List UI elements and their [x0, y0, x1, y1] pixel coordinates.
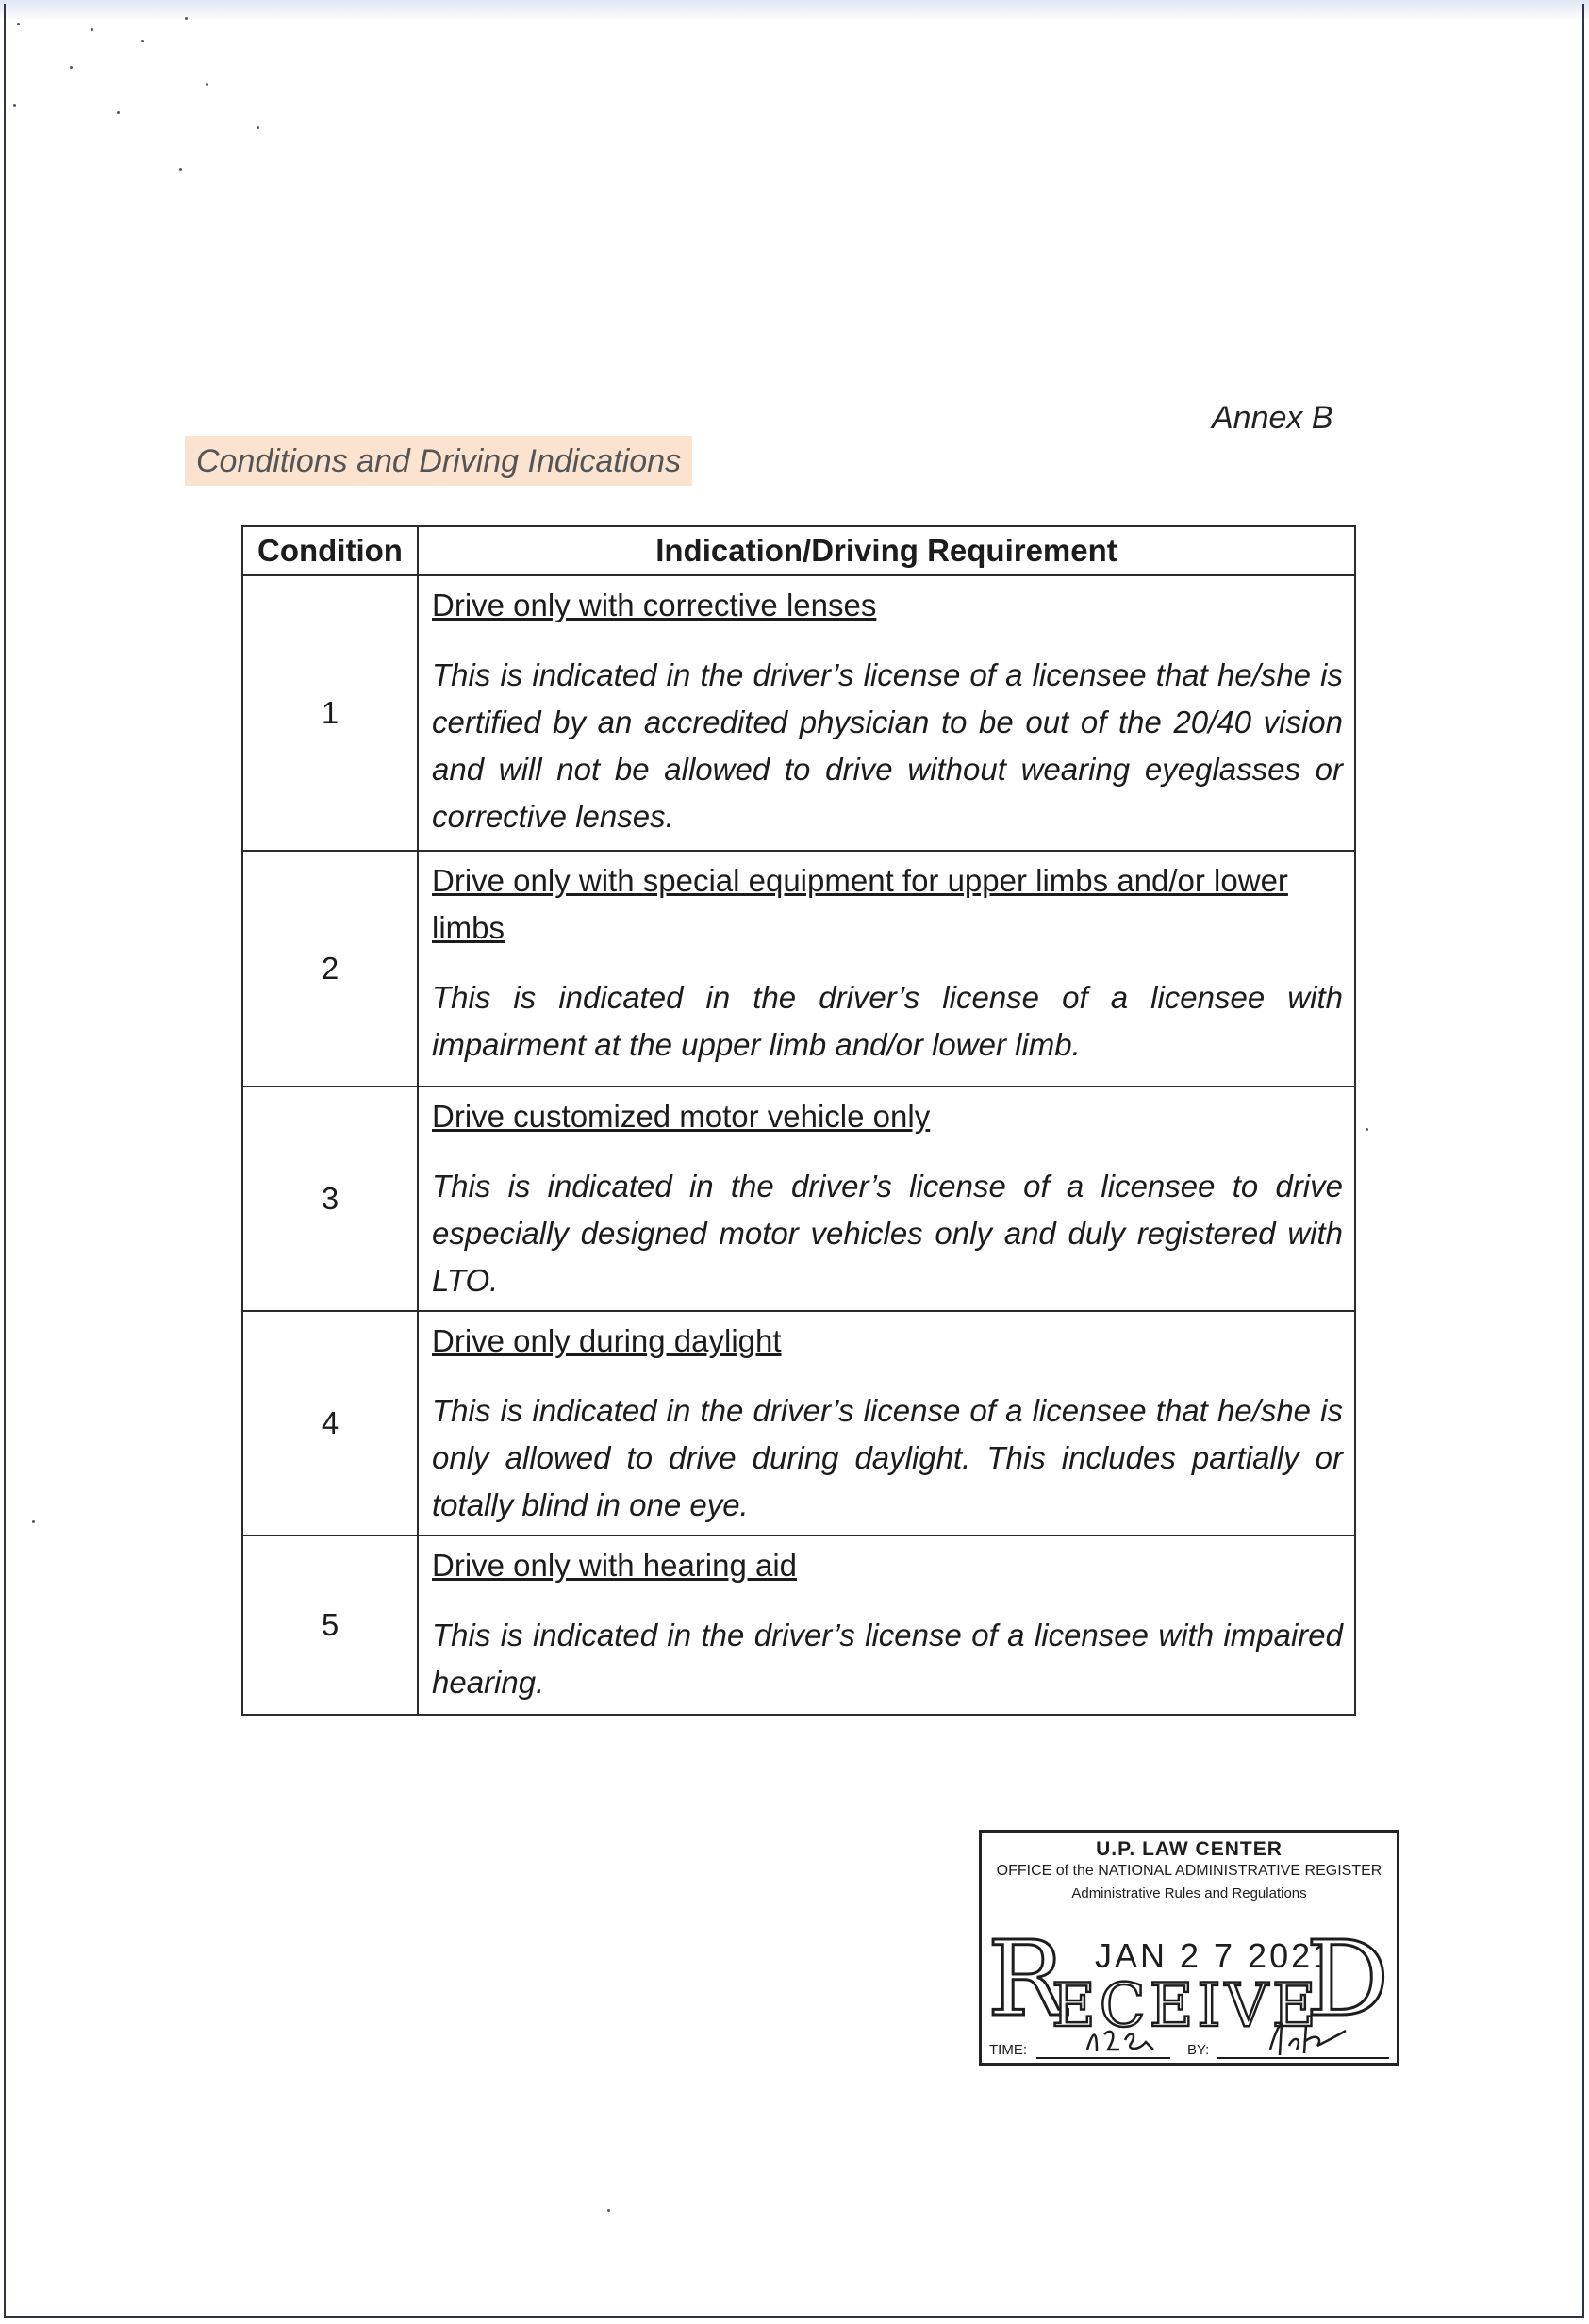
speck	[1366, 1128, 1368, 1131]
condition-number: 5	[242, 1536, 418, 1715]
header-condition: Condition	[242, 526, 418, 575]
table-row	[242, 1311, 1355, 1536]
annex-label: Annex B	[1212, 400, 1333, 436]
requirement-description: This is indicated in the driver’s license of a licensee with impairment at the upper limb and/or lower limb.	[432, 980, 1343, 1062]
stamp-office-division: Administrative Rules and Regulations	[1071, 1885, 1307, 1901]
condition-number: 3	[242, 1087, 418, 1311]
requirement-cell	[418, 575, 1355, 851]
speck	[70, 66, 73, 69]
requirement-cell	[418, 1087, 1355, 1311]
conditions-table	[241, 525, 1356, 1716]
requirement-cell	[418, 1311, 1355, 1536]
speck	[206, 83, 208, 86]
table-row	[242, 1536, 1355, 1715]
stamp-received-last-letter: D	[1305, 1918, 1389, 2039]
stamp-received-middle: ECEIVE	[1051, 1971, 1320, 2041]
section-title: Conditions and Driving Indications	[185, 436, 692, 486]
time-handwriting-icon	[1084, 2021, 1159, 2059]
condition-number: 4	[242, 1311, 418, 1536]
requirement-title: Drive only with hearing aid	[432, 1548, 798, 1583]
requirement-cell	[418, 851, 1355, 1087]
speck	[13, 104, 16, 107]
requirement-description: This is indicated in the driver’s license of a licensee that he/she is only allowed to drive during daylight. This includes partially or totally blind in one eye.	[432, 1393, 1343, 1522]
requirement-title: Drive only with corrective lenses	[432, 588, 877, 622]
speck	[17, 23, 20, 25]
table-row	[242, 575, 1355, 851]
signature-initials-icon	[1265, 2017, 1349, 2059]
condition-number: 1	[242, 575, 418, 851]
stamp-date: JAN 2 7 2021	[1095, 1936, 1335, 1975]
requirement-description: This is indicated in the driver’s license of a licensee with impaired hearing.	[432, 1618, 1343, 1700]
requirement-title: Drive only with special equipment for upper limbs and/or lower limbs	[432, 863, 1288, 945]
table-header-row	[242, 526, 1355, 575]
speck	[185, 17, 188, 20]
requirement-title: Drive customized motor vehicle only	[432, 1099, 931, 1134]
requirement-title: Drive only during daylight	[432, 1323, 782, 1358]
received-stamp	[979, 1830, 1399, 2066]
speck	[257, 126, 259, 129]
stamp-by-label: BY:	[1187, 2042, 1210, 2058]
speck	[32, 1520, 35, 1523]
stamp-office-name: U.P. LAW CENTER	[1096, 1838, 1283, 1860]
header-requirement: Indication/Driving Requirement	[418, 526, 1355, 575]
requirement-description: This is indicated in the driver’s license of a licensee to drive especially designed motor vehicles only and duly registered with LTO.	[432, 1169, 1343, 1298]
speck	[117, 111, 120, 114]
stamp-office-subtitle: OFFICE of the NATIONAL ADMINISTRATIVE REGISTER	[996, 1863, 1382, 1879]
speck	[179, 168, 182, 171]
condition-number: 2	[242, 851, 418, 1087]
stamp-time-label: TIME:	[989, 2042, 1027, 2058]
speck	[607, 2209, 610, 2212]
table-row	[242, 1087, 1355, 1311]
requirement-cell	[418, 1536, 1355, 1715]
table-row	[242, 851, 1355, 1087]
speck	[91, 28, 93, 31]
requirement-description: This is indicated in the driver’s license of a licensee that he/she is certified by an accredited physician to be out of the 20/40 vision and will not be allowed to drive without wearing eyeglasses or corrective lenses.	[432, 657, 1343, 834]
stamp-received-first-letter: R	[987, 1918, 1066, 2039]
speck	[141, 40, 144, 42]
